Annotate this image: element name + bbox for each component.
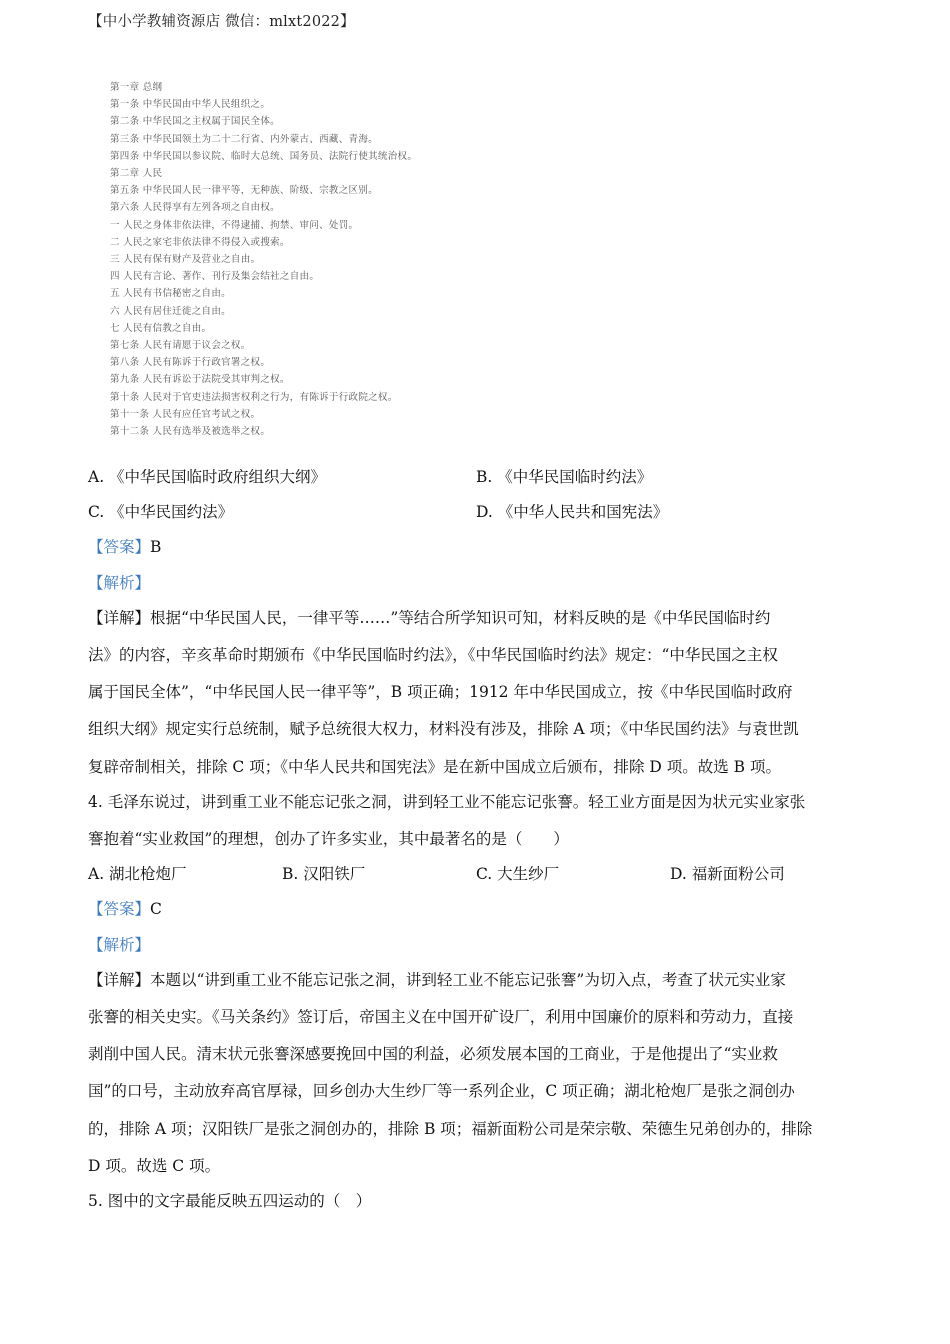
q4-detail-line: 剥削中国人民。清末状元张謇深感要挽回中国的利益，必须发展本国的工商业，于是他提出了“实业救 xyxy=(88,1045,778,1063)
q4-answer xyxy=(88,897,162,919)
excerpt-line: 第四条 中华民国以参议院、临时大总统、国务员、法院行使其统治权。 xyxy=(110,150,418,162)
answer-value: C xyxy=(150,900,162,918)
excerpt-line: 第三条 中华民国领土为二十二行省、内外蒙古、西藏、青海。 xyxy=(110,133,378,145)
q4-detail-line: 张謇的相关史实。《马关条约》签订后，帝国主义在中国开矿设厂，利用中国廉价的原料和劳动力，直接 xyxy=(88,1008,794,1026)
q3-detail-line: 组织大纲》规定实行总统制，赋予总统很大权力，材料没有涉及，排除 A 项；《中华民国约法》与袁世凯 xyxy=(88,720,799,738)
excerpt-line: 第二章 人民 xyxy=(110,168,163,179)
answer-label: 【答案】 xyxy=(88,900,151,918)
q3-analysis-label xyxy=(88,571,150,593)
page-header: 【中小学教辅资源店 微信：mlxt2022】 xyxy=(88,14,355,30)
q3-option-d: D. 《中华人民共和国宪法》 xyxy=(476,503,669,521)
q4-question-line: 謇抱着“实业救国”的理想，创办了许多实业，其中最著名的是（ ） xyxy=(88,830,569,848)
excerpt-line: 第二条 中华民国之主权属于国民全体。 xyxy=(110,116,280,128)
q3-detail-line: 【详解】根据“中华民国人民，一律平等……”等结合所学知识可知，材料反映的是《中华民国临时约 xyxy=(88,609,771,627)
q3-detail-line: 法》的内容，辛亥革命时期颁布《中华民国临时约法》，《中华民国临时约法》规定：“中华民国之主权 xyxy=(88,646,778,664)
q3-option-b: B. 《中华民国临时约法》 xyxy=(476,468,653,486)
excerpt-line: 第七条 人民有请愿于议会之权。 xyxy=(110,340,251,351)
excerpt-line: 第十条 人民对于官吏违法损害权利之行为，有陈诉于行政院之权。 xyxy=(110,391,398,403)
excerpt-line: 第一条 中华民国由中华人民组织之。 xyxy=(110,99,271,111)
excerpt-line: 第十一条 人民有应任官考试之权。 xyxy=(110,408,261,420)
answer-label: 【答案】 xyxy=(88,538,151,556)
excerpt-line: 第五条 中华民国人民一律平等，无种族、阶级、宗教之区别。 xyxy=(110,185,378,197)
q4-analysis-label xyxy=(88,933,150,955)
q5-question: 5. 图中的文字最能反映五四运动的（ ） xyxy=(88,1192,372,1210)
q4-question-line: 4. 毛泽东说过，讲到重工业不能忘记张之洞，讲到轻工业不能忘记张謇。轻工业方面是因为状元实业家张 xyxy=(88,793,806,811)
q3-detail-line: 复辟帝制相关，排除 C 项；《中华人民共和国宪法》是在新中国成立后颁布，排除 D 项。故选 B 项。 xyxy=(88,758,781,776)
excerpt-line: 一 人民之身体非依法律，不得逮捕、拘禁、审问、处罚。 xyxy=(110,219,359,231)
excerpt-line: 第九条 人民有诉讼于法院受其审判之权。 xyxy=(110,374,290,386)
q3-detail-line: 属于国民全体”，“中华民国人民一律平等”，B 项正确；1912 年中华民国成立，按《中华民国临时政府 xyxy=(88,683,793,701)
q4-detail-line: 的，排除 A 项；汉阳铁厂是张之洞创办的，排除 B 项；福新面粉公司是荣宗敬、荣德生兄弟创办的，排除 xyxy=(88,1120,813,1138)
analysis-label: 【解析】 xyxy=(88,574,151,592)
excerpt-line: 五 人民有书信秘密之自由。 xyxy=(110,288,231,300)
excerpt-line: 六 人民有居住迁徙之自由。 xyxy=(110,305,231,317)
excerpt-line: 第一章 总纲 xyxy=(110,82,163,93)
q4-option-a: A. 湖北枪炮厂 xyxy=(88,865,187,883)
q3-answer xyxy=(88,535,161,557)
q3-option-a: A. 《中华民国临时政府组织大纲》 xyxy=(88,468,327,486)
analysis-label: 【解析】 xyxy=(88,936,151,954)
excerpt-line: 第八条 人民有陈诉于行政官署之权。 xyxy=(110,357,271,369)
excerpt-line: 四 人民有言论、著作、刊行及集会结社之自由。 xyxy=(110,271,320,283)
q4-option-b: B. 汉阳铁厂 xyxy=(282,865,366,883)
q4-detail-line: 【详解】本题以“讲到重工业不能忘记张之洞，讲到轻工业不能忘记张謇”为切入点，考查了状元实业家 xyxy=(88,971,786,989)
excerpt-line: 三 人民有保有财产及营业之自由。 xyxy=(110,254,261,265)
answer-value: B xyxy=(150,538,162,556)
excerpt-line: 七 人民有信教之自由。 xyxy=(110,322,212,334)
q4-detail-line: 国”的口号，主动放弃高官厚禄，回乡创办大生纱厂等一系列企业，C 项正确；湖北枪炮厂是张之洞创办 xyxy=(88,1082,795,1100)
q3-option-c: C. 《中华民国约法》 xyxy=(88,503,234,521)
excerpt-line: 第十二条 人民有选举及被选举之权。 xyxy=(110,426,271,437)
q4-option-c: C. 大生纱厂 xyxy=(476,865,560,883)
q4-detail-line: D 项。故选 C 项。 xyxy=(88,1157,221,1175)
excerpt-line: 二 人民之家宅非依法律不得侵入或搜索。 xyxy=(110,236,290,248)
excerpt-line: 第六条 人民得享有左列各项之自由权。 xyxy=(110,202,280,214)
q4-option-d: D. 福新面粉公司 xyxy=(670,865,785,883)
